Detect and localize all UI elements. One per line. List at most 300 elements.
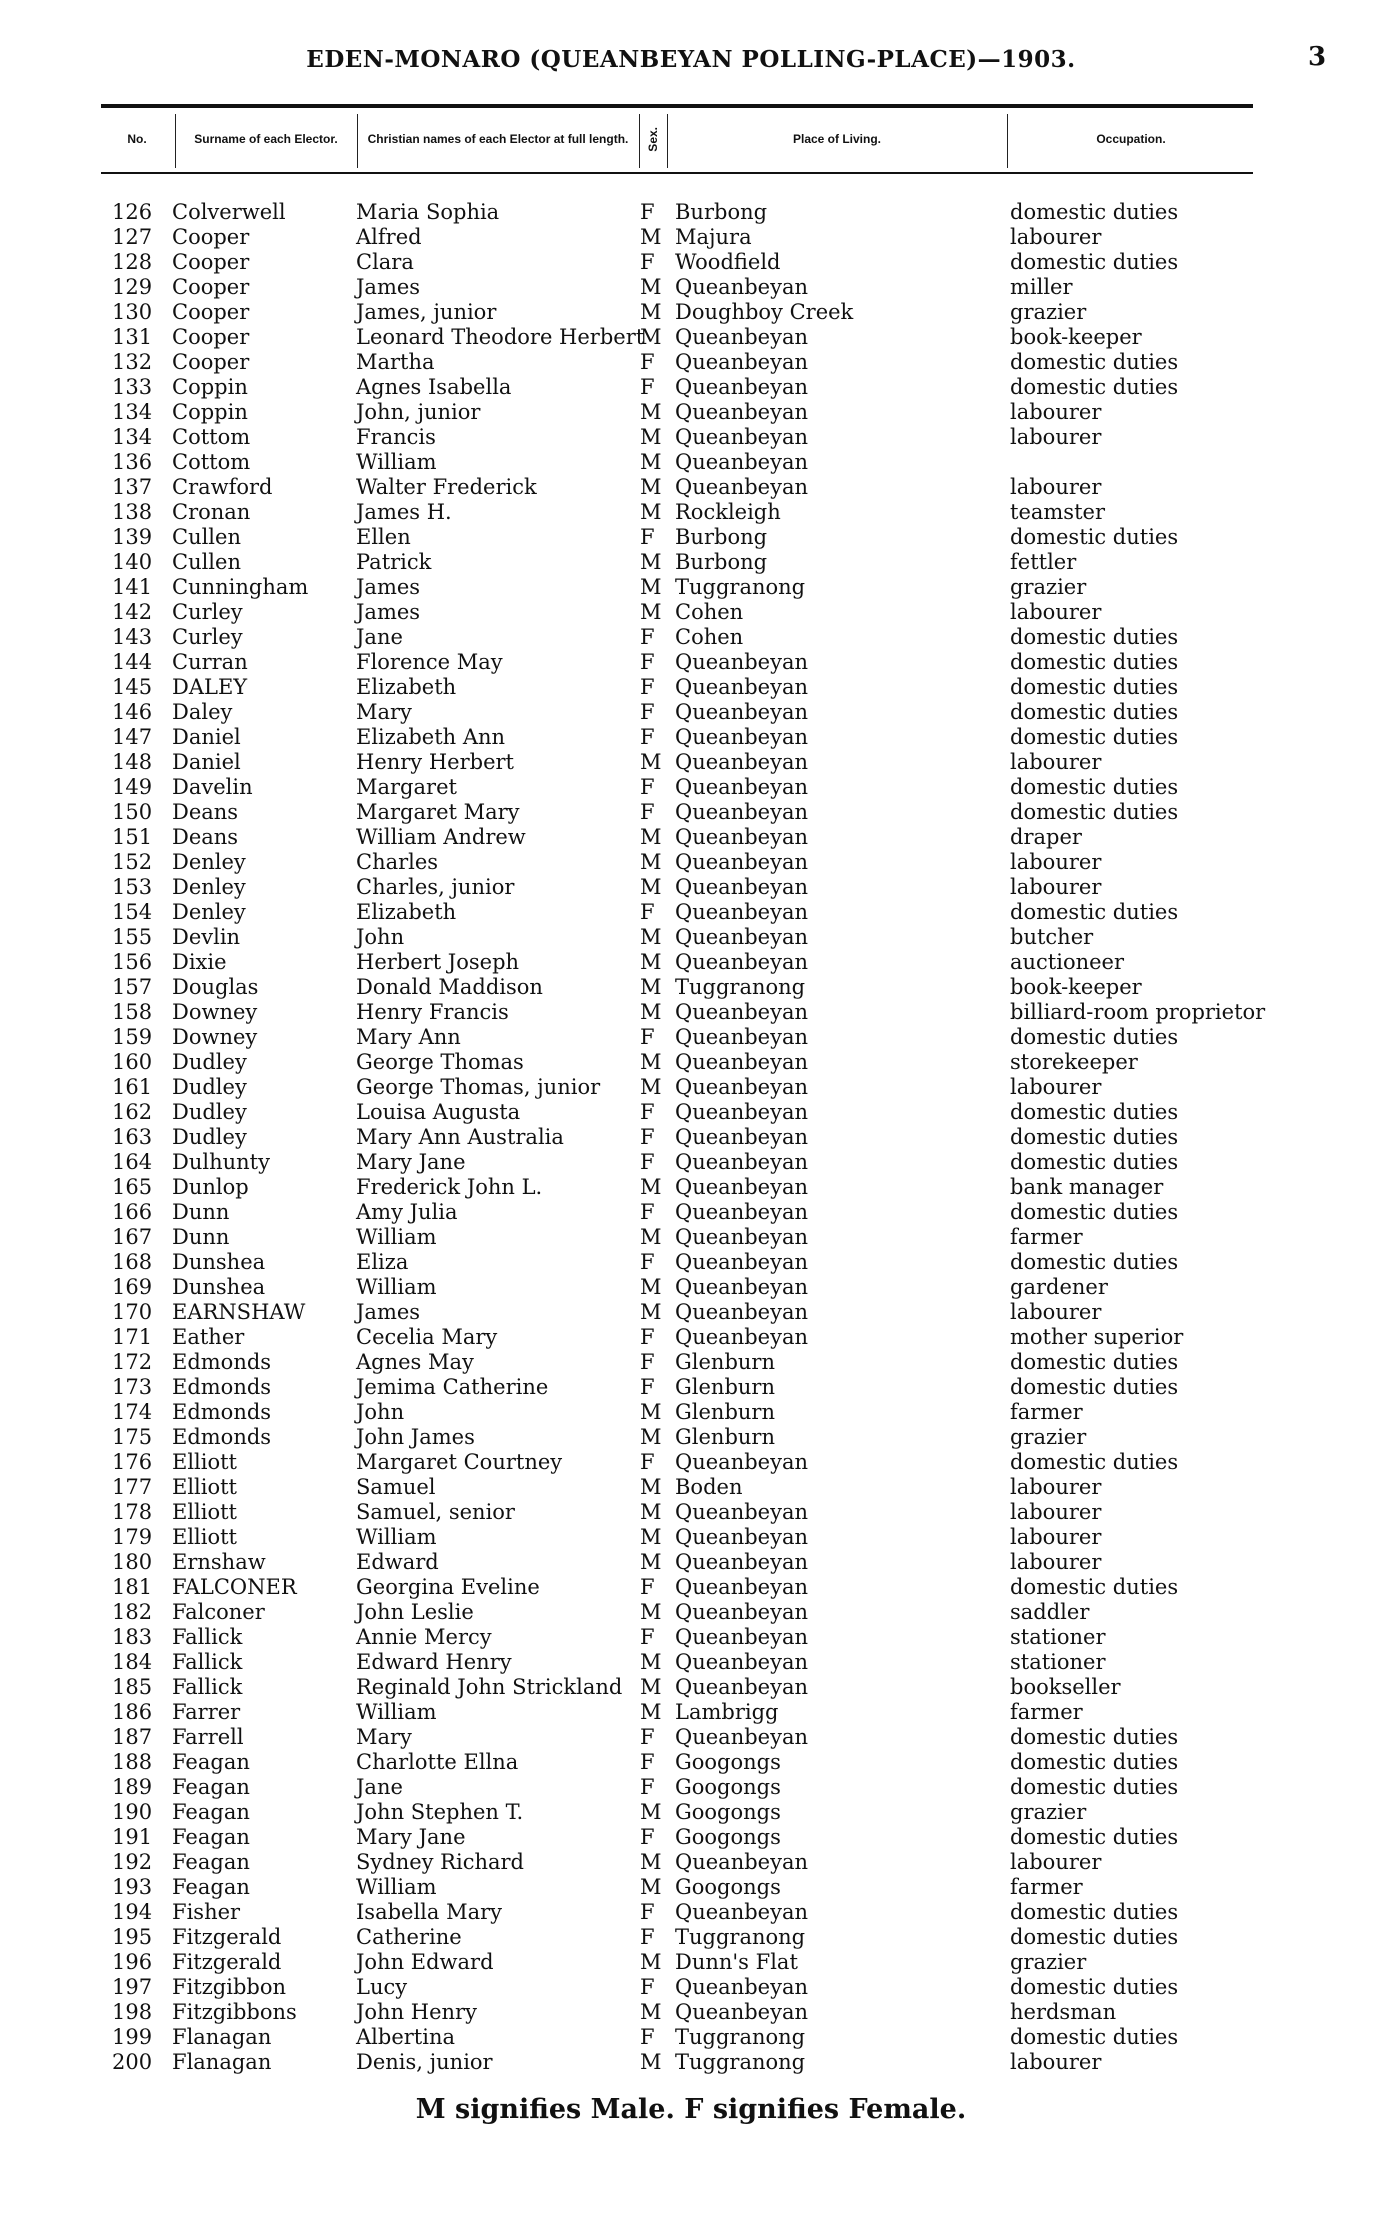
elector-christian-names: Margaret — [356, 775, 457, 799]
elector-christian-names: Samuel, senior — [356, 1500, 515, 1524]
table-row — [0, 1550, 1382, 1575]
elector-sex: M — [640, 825, 662, 849]
elector-number: 138 — [112, 500, 153, 524]
elector-sex: F — [640, 700, 655, 724]
elector-sex: F — [640, 1350, 655, 1374]
elector-surname: Cooper — [172, 225, 250, 249]
elector-sex: F — [640, 1900, 655, 1924]
elector-number: 175 — [112, 1425, 153, 1449]
elector-sex: M — [640, 1400, 662, 1424]
elector-surname: Ernshaw — [172, 1550, 266, 1574]
elector-place-of-living: Queanbeyan — [675, 1900, 808, 1924]
elector-number: 182 — [112, 1600, 153, 1624]
elector-christian-names: John James — [356, 1425, 475, 1449]
elector-number: 152 — [112, 850, 153, 874]
elector-place-of-living: Tuggranong — [675, 2025, 806, 2049]
table-row — [0, 550, 1382, 575]
table-row — [0, 900, 1382, 925]
elector-christian-names: Annie Mercy — [356, 1625, 492, 1649]
elector-christian-names: Edward Henry — [356, 1650, 512, 1674]
elector-occupation: domestic duties — [1010, 1100, 1179, 1124]
elector-place-of-living: Queanbeyan — [675, 425, 808, 449]
elector-occupation: domestic duties — [1010, 900, 1179, 924]
elector-surname: FALCONER — [172, 1575, 297, 1599]
elector-place-of-living: Queanbeyan — [675, 850, 808, 874]
elector-place-of-living: Glenburn — [675, 1375, 775, 1399]
elector-surname: Feagan — [172, 1850, 250, 1874]
elector-sex: F — [640, 1975, 655, 1999]
elector-surname: Cottom — [172, 425, 251, 449]
elector-number: 180 — [112, 1550, 153, 1574]
table-row — [0, 1675, 1382, 1700]
elector-number: 159 — [112, 1025, 153, 1049]
elector-number: 147 — [112, 725, 153, 749]
elector-occupation: domestic duties — [1010, 625, 1179, 649]
elector-christian-names: Jemima Catherine — [356, 1375, 549, 1399]
table-header — [101, 110, 1253, 170]
elector-place-of-living: Queanbeyan — [675, 725, 808, 749]
header-bottom-rule — [101, 172, 1253, 174]
elector-number: 132 — [112, 350, 153, 374]
elector-christian-names: Isabella Mary — [356, 1900, 503, 1924]
elector-number: 185 — [112, 1675, 153, 1699]
elector-occupation: herdsman — [1010, 2000, 1117, 2024]
table-row — [0, 250, 1382, 275]
elector-surname: Dunn — [172, 1225, 230, 1249]
elector-sex: F — [640, 1325, 655, 1349]
elector-occupation: domestic duties — [1010, 675, 1179, 699]
elector-place-of-living: Dunn's Flat — [675, 1950, 798, 1974]
table-row — [0, 1200, 1382, 1225]
elector-number: 164 — [112, 1150, 153, 1174]
elector-surname: Fitzgibbons — [172, 2000, 297, 2024]
elector-surname: Eather — [172, 1325, 245, 1349]
elector-number: 158 — [112, 1000, 153, 1024]
elector-surname: Douglas — [172, 975, 259, 999]
table-row — [0, 525, 1382, 550]
elector-occupation: stationer — [1010, 1650, 1106, 1674]
elector-occupation: book-keeper — [1010, 325, 1142, 349]
elector-occupation: labourer — [1010, 1475, 1102, 1499]
elector-christian-names: John Stephen T. — [356, 1800, 524, 1824]
elector-sex: F — [640, 900, 655, 924]
elector-number: 154 — [112, 900, 153, 924]
table-row — [0, 1250, 1382, 1275]
elector-occupation: butcher — [1010, 925, 1094, 949]
elector-number: 189 — [112, 1775, 153, 1799]
elector-surname: Cooper — [172, 350, 250, 374]
elector-place-of-living: Burbong — [675, 525, 768, 549]
elector-christian-names: Elizabeth Ann — [356, 725, 506, 749]
elector-occupation: labourer — [1010, 1300, 1102, 1324]
elector-sex: F — [640, 775, 655, 799]
elector-occupation: labourer — [1010, 475, 1102, 499]
elector-place-of-living: Queanbeyan — [675, 1550, 808, 1574]
elector-place-of-living: Queanbeyan — [675, 1975, 808, 1999]
elector-sex: M — [640, 400, 662, 424]
elector-sex: M — [640, 1675, 662, 1699]
elector-place-of-living: Majura — [675, 225, 752, 249]
elector-occupation: book-keeper — [1010, 975, 1142, 999]
elector-christian-names: Georgina Eveline — [356, 1575, 540, 1599]
elector-number: 141 — [112, 575, 153, 599]
elector-christian-names: Lucy — [356, 1975, 408, 1999]
elector-place-of-living: Queanbeyan — [675, 925, 808, 949]
elector-occupation: grazier — [1010, 1950, 1087, 1974]
elector-surname: Cullen — [172, 525, 241, 549]
elector-sex: F — [640, 1025, 655, 1049]
elector-surname: Cooper — [172, 275, 250, 299]
elector-christian-names: Walter Frederick — [356, 475, 537, 499]
elector-surname: Dudley — [172, 1125, 247, 1149]
elector-christian-names: James H. — [356, 500, 452, 524]
header-no: No. — [127, 131, 147, 146]
elector-number: 200 — [112, 2050, 153, 2074]
elector-number: 136 — [112, 450, 153, 474]
page-title: EDEN-MONARO (QUEANBEYAN POLLING-PLACE)—1903. — [306, 46, 1076, 73]
elector-surname: Denley — [172, 900, 246, 924]
header-sex — [641, 110, 665, 168]
elector-place-of-living: Queanbeyan — [675, 1225, 808, 1249]
elector-occupation: domestic duties — [1010, 650, 1179, 674]
elector-occupation: mother superior — [1010, 1325, 1184, 1349]
table-row — [0, 775, 1382, 800]
elector-place-of-living: Lambrigg — [675, 1700, 779, 1724]
elector-number: 184 — [112, 1650, 153, 1674]
table-row — [0, 450, 1382, 475]
elector-occupation: labourer — [1010, 750, 1102, 774]
elector-place-of-living: Queanbeyan — [675, 1850, 808, 1874]
elector-place-of-living: Queanbeyan — [675, 275, 808, 299]
elector-place-of-living: Queanbeyan — [675, 325, 808, 349]
elector-place-of-living: Tuggranong — [675, 1925, 806, 1949]
elector-christian-names: Frederick John L. — [356, 1175, 543, 1199]
elector-christian-names: John, junior — [356, 400, 481, 424]
table-row — [0, 1725, 1382, 1750]
elector-occupation: draper — [1010, 825, 1082, 849]
elector-sex: F — [640, 375, 655, 399]
elector-surname: Dunn — [172, 1200, 230, 1224]
elector-occupation: domestic duties — [1010, 700, 1179, 724]
elector-christian-names: William — [356, 1225, 437, 1249]
elector-place-of-living: Glenburn — [675, 1425, 775, 1449]
elector-number: 178 — [112, 1500, 153, 1524]
elector-occupation: domestic duties — [1010, 1350, 1179, 1374]
elector-place-of-living: Queanbeyan — [675, 800, 808, 824]
elector-sex: F — [640, 1775, 655, 1799]
elector-christian-names: Edward — [356, 1550, 439, 1574]
elector-place-of-living: Queanbeyan — [675, 350, 808, 374]
elector-surname: Elliott — [172, 1525, 237, 1549]
elector-christian-names: Margaret Courtney — [356, 1450, 563, 1474]
table-row — [0, 750, 1382, 775]
elector-christian-names: William Andrew — [356, 825, 526, 849]
table-row — [0, 1600, 1382, 1625]
elector-occupation: domestic duties — [1010, 1775, 1179, 1799]
elector-sex: M — [640, 575, 662, 599]
elector-number: 127 — [112, 225, 153, 249]
elector-number: 196 — [112, 1950, 153, 1974]
table-row — [0, 2025, 1382, 2050]
elector-sex: M — [640, 1850, 662, 1874]
elector-place-of-living: Tuggranong — [675, 575, 806, 599]
elector-sex: M — [640, 1700, 662, 1724]
elector-number: 151 — [112, 825, 153, 849]
elector-christian-names: Albertina — [356, 2025, 455, 2049]
elector-place-of-living: Queanbeyan — [675, 900, 808, 924]
elector-place-of-living: Queanbeyan — [675, 825, 808, 849]
elector-number: 176 — [112, 1450, 153, 1474]
elector-number: 183 — [112, 1625, 153, 1649]
elector-occupation: labourer — [1010, 2050, 1102, 2074]
elector-number: 160 — [112, 1050, 153, 1074]
table-row — [0, 1975, 1382, 2000]
elector-place-of-living: Glenburn — [675, 1400, 775, 1424]
elector-place-of-living: Tuggranong — [675, 2050, 806, 2074]
table-row — [0, 1225, 1382, 1250]
elector-christian-names: James — [356, 1300, 421, 1324]
elector-number: 193 — [112, 1875, 153, 1899]
elector-surname: Cooper — [172, 325, 250, 349]
elector-number: 162 — [112, 1100, 153, 1124]
elector-christian-names: Donald Maddison — [356, 975, 543, 999]
elector-number: 177 — [112, 1475, 153, 1499]
elector-christian-names: John — [356, 925, 405, 949]
elector-surname: Dunlop — [172, 1175, 249, 1199]
table-row — [0, 275, 1382, 300]
table-row — [0, 2000, 1382, 2025]
elector-sex: F — [640, 350, 655, 374]
table-row — [0, 675, 1382, 700]
elector-number: 134 — [112, 425, 153, 449]
table-row — [0, 375, 1382, 400]
elector-place-of-living: Cohen — [675, 625, 744, 649]
table-row — [0, 300, 1382, 325]
elector-sex: F — [640, 650, 655, 674]
table-row — [0, 700, 1382, 725]
elector-number: 140 — [112, 550, 153, 574]
elector-place-of-living: Queanbeyan — [675, 1275, 808, 1299]
elector-occupation: domestic duties — [1010, 200, 1179, 224]
table-row — [0, 1900, 1382, 1925]
elector-occupation: grazier — [1010, 1800, 1087, 1824]
elector-christian-names: George Thomas, junior — [356, 1075, 601, 1099]
elector-occupation: labourer — [1010, 1525, 1102, 1549]
elector-surname: Crawford — [172, 475, 273, 499]
header-divider — [1007, 114, 1008, 168]
elector-sex: M — [640, 450, 662, 474]
elector-surname: Davelin — [172, 775, 253, 799]
elector-sex: F — [640, 1725, 655, 1749]
sex-legend: M signifies Male. F signifies Female. — [415, 2094, 967, 2125]
table-row — [0, 425, 1382, 450]
elector-surname: Fallick — [172, 1625, 243, 1649]
elector-surname: Edmonds — [172, 1350, 272, 1374]
table-row — [0, 475, 1382, 500]
elector-sex: M — [640, 475, 662, 499]
elector-christian-names: Sydney Richard — [356, 1850, 524, 1874]
elector-christian-names: Cecelia Mary — [356, 1325, 498, 1349]
elector-place-of-living: Queanbeyan — [675, 2000, 808, 2024]
table-row — [0, 1175, 1382, 1200]
elector-sex: M — [640, 225, 662, 249]
elector-sex: F — [640, 675, 655, 699]
elector-christian-names: Mary Ann Australia — [356, 1125, 564, 1149]
elector-number: 145 — [112, 675, 153, 699]
elector-occupation: bookseller — [1010, 1675, 1121, 1699]
elector-christian-names: Amy Julia — [356, 1200, 458, 1224]
elector-christian-names: Leonard Theodore Herbert — [356, 325, 645, 349]
elector-christian-names: Maria Sophia — [356, 200, 500, 224]
elector-sex: F — [640, 1250, 655, 1274]
elector-number: 197 — [112, 1975, 153, 1999]
table-row — [0, 1075, 1382, 1100]
elector-surname: Dunshea — [172, 1275, 266, 1299]
table-row — [0, 1300, 1382, 1325]
elector-number: 166 — [112, 1200, 153, 1224]
elector-occupation: labourer — [1010, 1850, 1102, 1874]
elector-christian-names: William — [356, 1700, 437, 1724]
elector-surname: Fitzgerald — [172, 1925, 282, 1949]
elector-surname: Elliott — [172, 1450, 237, 1474]
elector-christian-names: Alfred — [356, 225, 422, 249]
elector-number: 170 — [112, 1300, 153, 1324]
table-row — [0, 1700, 1382, 1725]
elector-occupation: labourer — [1010, 400, 1102, 424]
elector-surname: Fitzgerald — [172, 1950, 282, 1974]
elector-place-of-living: Queanbeyan — [675, 1125, 808, 1149]
elector-number: 128 — [112, 250, 153, 274]
elector-place-of-living: Queanbeyan — [675, 1050, 808, 1074]
elector-place-of-living: Queanbeyan — [675, 1250, 808, 1274]
elector-occupation: domestic duties — [1010, 1725, 1179, 1749]
table-row — [0, 1575, 1382, 1600]
elector-place-of-living: Queanbeyan — [675, 475, 808, 499]
elector-christian-names: Margaret Mary — [356, 800, 520, 824]
elector-number: 174 — [112, 1400, 153, 1424]
elector-number: 171 — [112, 1325, 153, 1349]
elector-occupation: domestic duties — [1010, 775, 1179, 799]
elector-number: 179 — [112, 1525, 153, 1549]
elector-occupation: domestic duties — [1010, 1150, 1179, 1174]
table-row — [0, 650, 1382, 675]
elector-surname: Edmonds — [172, 1425, 272, 1449]
elector-number: 146 — [112, 700, 153, 724]
elector-sex: M — [640, 275, 662, 299]
elector-occupation: farmer — [1010, 1400, 1083, 1424]
elector-surname: Daniel — [172, 750, 241, 774]
elector-surname: Coppin — [172, 375, 248, 399]
elector-sex: F — [640, 2025, 655, 2049]
elector-place-of-living: Queanbeyan — [675, 650, 808, 674]
elector-occupation: domestic duties — [1010, 1825, 1179, 1849]
elector-sex: M — [640, 550, 662, 574]
elector-surname: Farrell — [172, 1725, 244, 1749]
elector-christian-names: William — [356, 450, 437, 474]
elector-sex: M — [640, 1425, 662, 1449]
table-row — [0, 625, 1382, 650]
elector-place-of-living: Queanbeyan — [675, 1625, 808, 1649]
elector-place-of-living: Queanbeyan — [675, 1175, 808, 1199]
elector-number: 142 — [112, 600, 153, 624]
elector-surname: Feagan — [172, 1825, 250, 1849]
elector-place-of-living: Queanbeyan — [675, 1325, 808, 1349]
elector-surname: Cooper — [172, 300, 250, 324]
elector-christian-names: Louisa Augusta — [356, 1100, 521, 1124]
elector-number: 148 — [112, 750, 153, 774]
elector-number: 134 — [112, 400, 153, 424]
elector-sex: F — [640, 725, 655, 749]
elector-place-of-living: Queanbeyan — [675, 400, 808, 424]
elector-number: 181 — [112, 1575, 153, 1599]
elector-number: 198 — [112, 2000, 153, 2024]
elector-occupation: labourer — [1010, 600, 1102, 624]
elector-occupation: gardener — [1010, 1275, 1108, 1299]
elector-christian-names: Charles, junior — [356, 875, 515, 899]
elector-surname: Cronan — [172, 500, 251, 524]
elector-sex: M — [640, 1800, 662, 1824]
elector-occupation: labourer — [1010, 1075, 1102, 1099]
elector-sex: M — [640, 1075, 662, 1099]
elector-number: 161 — [112, 1075, 153, 1099]
elector-surname: Cunningham — [172, 575, 309, 599]
elector-occupation: labourer — [1010, 875, 1102, 899]
elector-number: 149 — [112, 775, 153, 799]
elector-number: 173 — [112, 1375, 153, 1399]
elector-christian-names: John — [356, 1400, 405, 1424]
elector-sex: F — [640, 1125, 655, 1149]
elector-surname: Feagan — [172, 1775, 250, 1799]
elector-place-of-living: Queanbeyan — [675, 875, 808, 899]
header-divider — [639, 114, 640, 168]
elector-surname: Dixie — [172, 950, 227, 974]
elector-sex: M — [640, 1600, 662, 1624]
elector-christian-names: Agnes Isabella — [356, 375, 512, 399]
table-row — [0, 1775, 1382, 1800]
elector-place-of-living: Queanbeyan — [675, 1650, 808, 1674]
elector-sex: M — [640, 1050, 662, 1074]
elector-surname: Fallick — [172, 1650, 243, 1674]
elector-christian-names: Charles — [356, 850, 439, 874]
elector-sex: M — [640, 1550, 662, 1574]
elector-christian-names: Mary Jane — [356, 1825, 466, 1849]
elector-surname: Dunshea — [172, 1250, 266, 1274]
elector-occupation: domestic duties — [1010, 1900, 1179, 1924]
table-row — [0, 600, 1382, 625]
elector-number: 130 — [112, 300, 153, 324]
elector-place-of-living: Queanbeyan — [675, 450, 808, 474]
elector-place-of-living: Googongs — [675, 1825, 781, 1849]
elector-christian-names: Reginald John Strickland — [356, 1675, 623, 1699]
elector-place-of-living: Queanbeyan — [675, 1100, 808, 1124]
elector-sex: M — [640, 600, 662, 624]
elector-sex: F — [640, 625, 655, 649]
elector-number: 144 — [112, 650, 153, 674]
elector-sex: F — [640, 1825, 655, 1849]
elector-surname: Downey — [172, 1000, 258, 1024]
header-place: Place of Living. — [792, 131, 882, 146]
elector-place-of-living: Queanbeyan — [675, 1450, 808, 1474]
elector-number: 139 — [112, 525, 153, 549]
table-row — [0, 200, 1382, 225]
elector-number: 143 — [112, 625, 153, 649]
elector-sex: M — [640, 1500, 662, 1524]
elector-number: 199 — [112, 2025, 153, 2049]
elector-place-of-living: Queanbeyan — [675, 375, 808, 399]
table-row — [0, 1275, 1382, 1300]
elector-sex: F — [640, 200, 655, 224]
table-row — [0, 1500, 1382, 1525]
